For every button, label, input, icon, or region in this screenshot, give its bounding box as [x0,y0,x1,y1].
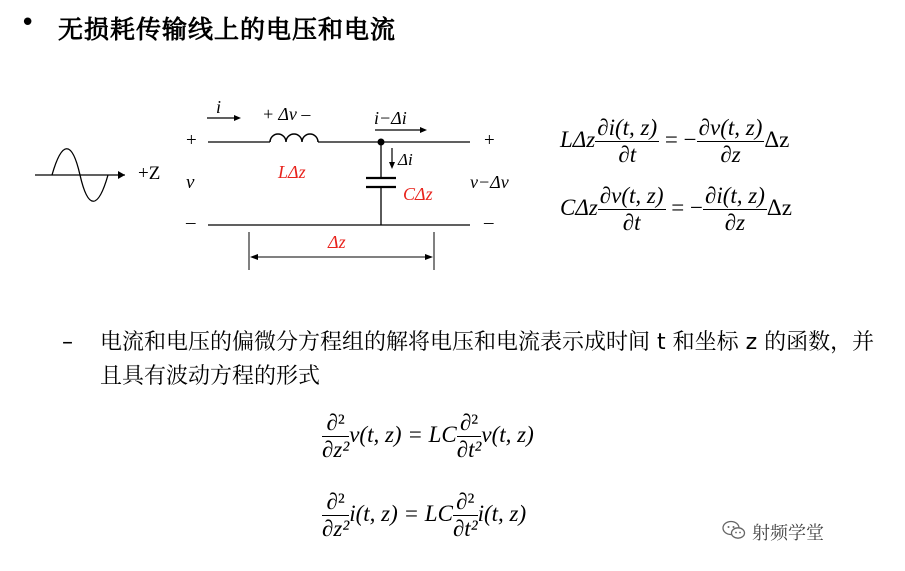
left-minus: – [186,212,196,233]
eq1-num: ∂i(t, z) [597,115,658,140]
w2-rhs-fn: i(t, z) [477,500,527,526]
left-voltage: v [186,172,195,193]
wechat-icon [722,518,746,542]
w2-rhs-den: ∂t² [452,516,478,541]
eq2-tail: Δz [766,194,792,220]
sub-bullet-dash: – [62,330,73,355]
w1-rhs-fraction [457,410,482,463]
title-bullet: • [20,8,36,38]
w2-lhs-num: ∂² [322,489,349,516]
telegrapher-equation-2 [560,183,792,236]
capacitor-label: CΔz [403,184,433,204]
w2-rhs-fraction [453,489,478,542]
branch-current-label: Δi [398,150,413,169]
right-plus: + [484,130,495,151]
right-voltage: v−Δv [470,172,509,192]
w2-lhs-den: ∂z² [322,516,350,541]
wave-direction-label: +Z [138,163,161,184]
eq2-coef: CΔz [560,194,598,220]
w1-lhs-fn: v(t, z) [349,421,402,447]
current-in-label: i [216,97,222,117]
eq1-rhs-fraction [697,115,765,168]
wave-axis-arrow [118,171,125,179]
page-title: 无损耗传输线上的电压和电流 [58,15,397,44]
eq1-rhs-den: ∂z [720,142,741,167]
w1-rhs-num: ∂² [457,410,482,437]
dim-arrow-right [425,254,433,260]
eq1-rhs-num: ∂v(t, z) [698,115,763,140]
inductor-label: LΔz [278,162,306,182]
w2-lhs-fn: i(t, z) [349,500,398,526]
w1-rhs-den: ∂t² [456,437,482,462]
w1-mid: = LC [401,421,457,447]
w1-lhs-den: ∂z² [322,437,350,462]
dim-arrow-left [250,254,258,260]
current-out-label: i−Δi [374,108,407,128]
eq2-den: ∂t [622,210,641,235]
w1-lhs-num: ∂² [322,410,349,437]
voltage-drop-label: + Δv – [262,104,311,124]
eq1-fraction [595,115,659,168]
w2-mid: = LC [397,500,453,526]
eq2-num: ∂v(t, z) [599,183,664,208]
eq2-fraction [598,183,666,236]
wave-equation-1 [322,410,534,463]
current-in-arrowhead [234,115,241,121]
inductor-coil [270,134,318,142]
eq2-rhs-num: ∂i(t, z) [704,183,765,208]
telegrapher-equation-1 [560,115,789,168]
eq1-den: ∂t [618,142,637,167]
left-plus: + [186,130,197,151]
wave-equation-2 [322,489,526,542]
w2-rhs-num: ∂² [453,489,478,516]
w2-lhs-fraction [322,489,349,542]
current-out-arrowhead [420,127,427,133]
right-minus: – [484,212,494,233]
w1-lhs-fraction [322,410,349,463]
eq1-tail: Δz [764,126,790,152]
watermark-text: 射频学堂 [752,523,824,544]
eq2-equals: = − [671,194,703,220]
length-label: Δz [328,232,346,252]
eq1-equals: = − [664,126,697,152]
eq2-rhs-den: ∂z [724,210,746,235]
w1-rhs-fn: v(t, z) [481,421,534,447]
description-paragraph: 电流和电压的偏微分方程组的解将电压和电流表示成时间 t 和坐标 z 的函数，并且具有波动方程的形式 [100,330,875,389]
eq2-rhs-fraction [703,183,767,236]
branch-current-arrowhead [389,162,395,169]
eq1-coef: LΔz [560,126,596,152]
